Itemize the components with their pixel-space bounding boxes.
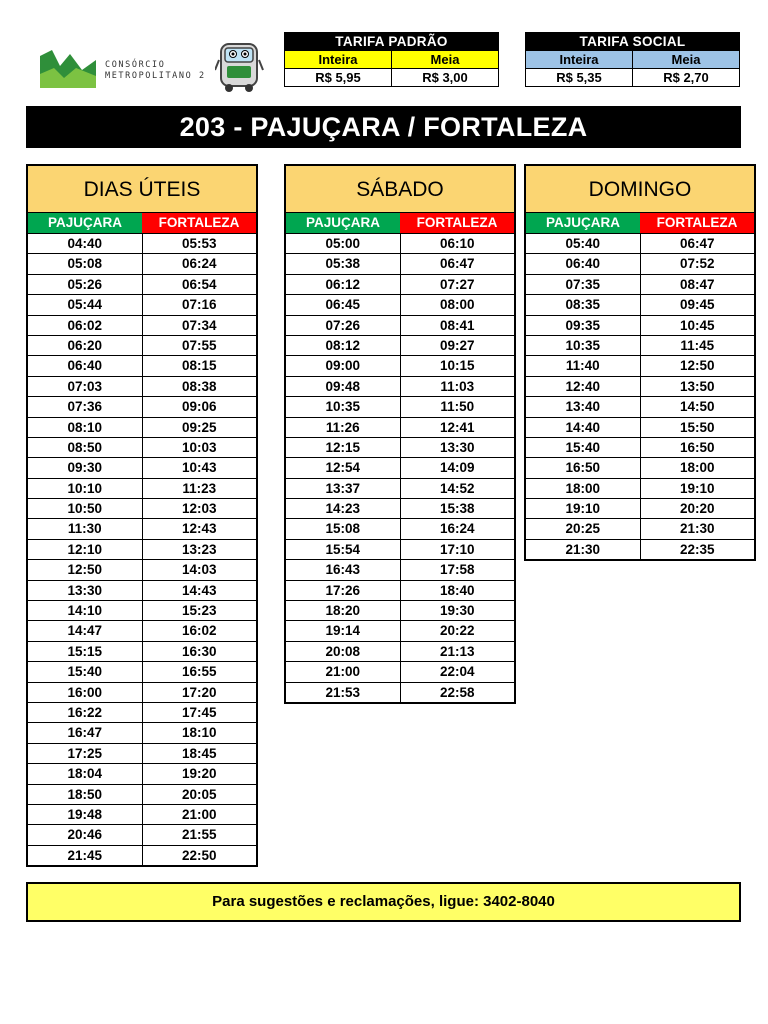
departure-pajucara: 05:08 bbox=[28, 254, 143, 273]
departure-pajucara: 16:43 bbox=[286, 560, 401, 579]
departure-fortaleza: 12:50 bbox=[679, 358, 715, 374]
departure-pajucara: 04:40 bbox=[28, 234, 143, 253]
departure-pajucara: 17:26 bbox=[286, 581, 401, 600]
departure-fortaleza: 14:43 bbox=[181, 582, 217, 598]
departure-pajucara: 16:47 bbox=[28, 723, 143, 742]
table-row bbox=[28, 294, 256, 314]
table-row bbox=[286, 539, 514, 559]
schedule-title: SÁBADO bbox=[286, 166, 514, 213]
departure-fortaleza: 21:55 bbox=[181, 827, 217, 843]
table-row bbox=[28, 682, 256, 702]
departure-fortaleza: 22:04 bbox=[439, 664, 475, 680]
column-pajucara: PAJUÇARA bbox=[526, 213, 640, 233]
departure-fortaleza: 15:23 bbox=[181, 603, 217, 619]
departure-fortaleza: 18:00 bbox=[679, 460, 715, 476]
departure-fortaleza: 20:22 bbox=[439, 623, 475, 639]
hills-logo-icon bbox=[40, 46, 96, 88]
departure-fortaleza: 14:09 bbox=[439, 460, 475, 476]
departure-pajucara: 14:10 bbox=[28, 601, 143, 620]
departure-pajucara: 05:00 bbox=[286, 234, 401, 253]
table-row bbox=[286, 518, 514, 538]
departure-fortaleza: 17:45 bbox=[181, 704, 217, 720]
table-row bbox=[286, 417, 514, 437]
table-row bbox=[286, 315, 514, 335]
table-row bbox=[28, 661, 256, 681]
table-row bbox=[526, 396, 754, 416]
departure-pajucara: 17:25 bbox=[28, 744, 143, 763]
departure-fortaleza: 17:10 bbox=[439, 541, 475, 557]
column-pajucara: PAJUÇARA bbox=[286, 213, 400, 233]
table-row bbox=[526, 498, 754, 518]
departure-pajucara: 12:15 bbox=[286, 438, 401, 457]
departure-pajucara: 12:54 bbox=[286, 458, 401, 477]
bus-mascot-icon bbox=[215, 40, 265, 94]
table-row bbox=[28, 722, 256, 742]
departure-pajucara: 06:12 bbox=[286, 275, 401, 294]
table-row bbox=[28, 437, 256, 457]
departure-fortaleza: 18:45 bbox=[181, 745, 217, 761]
departure-pajucara: 13:40 bbox=[526, 397, 641, 416]
table-row bbox=[526, 478, 754, 498]
departure-fortaleza: 18:40 bbox=[439, 582, 475, 598]
departure-pajucara: 05:40 bbox=[526, 234, 641, 253]
table-row bbox=[28, 824, 256, 844]
schedule-column-headers bbox=[286, 213, 514, 233]
table-row bbox=[286, 355, 514, 375]
departure-fortaleza: 12:41 bbox=[439, 419, 475, 435]
fare-social-col-meia: Meia bbox=[633, 51, 740, 69]
departure-fortaleza: 06:54 bbox=[181, 276, 217, 292]
schedule-rows bbox=[28, 233, 256, 865]
fare-social-inteira-value: R$ 5,35 bbox=[526, 69, 633, 87]
departure-fortaleza: 07:27 bbox=[439, 276, 475, 292]
table-row bbox=[286, 498, 514, 518]
departure-fortaleza: 06:24 bbox=[181, 256, 217, 272]
departure-fortaleza: 07:16 bbox=[181, 297, 217, 313]
table-row bbox=[526, 539, 754, 559]
table-row bbox=[526, 417, 754, 437]
departure-fortaleza: 17:20 bbox=[181, 684, 217, 700]
table-row bbox=[526, 233, 754, 253]
departure-fortaleza: 16:24 bbox=[439, 521, 475, 537]
departure-pajucara: 21:53 bbox=[286, 683, 401, 702]
table-row bbox=[526, 457, 754, 477]
consorcio-logo bbox=[40, 40, 270, 94]
departure-fortaleza: 22:35 bbox=[679, 541, 715, 557]
departure-fortaleza: 16:55 bbox=[181, 664, 217, 680]
departure-fortaleza: 22:50 bbox=[181, 847, 217, 863]
fare-social-meia-value: R$ 2,70 bbox=[633, 69, 740, 87]
table-row bbox=[526, 274, 754, 294]
column-pajucara: PAJUÇARA bbox=[28, 213, 142, 233]
fare-padrao-col-meia: Meia bbox=[392, 51, 499, 69]
table-row bbox=[28, 845, 256, 865]
schedule-title: DIAS ÚTEIS bbox=[28, 166, 256, 213]
route-title: 203 - PAJUÇARA / FORTALEZA bbox=[26, 106, 741, 148]
departure-pajucara: 15:08 bbox=[286, 519, 401, 538]
departure-fortaleza: 20:05 bbox=[181, 786, 217, 802]
table-row bbox=[28, 641, 256, 661]
column-fortaleza: FORTALEZA bbox=[400, 213, 514, 233]
table-row bbox=[286, 661, 514, 681]
table-row bbox=[28, 763, 256, 783]
departure-fortaleza: 19:30 bbox=[439, 603, 475, 619]
departure-pajucara: 05:26 bbox=[28, 275, 143, 294]
departure-pajucara: 06:40 bbox=[28, 356, 143, 375]
departure-pajucara: 19:48 bbox=[28, 805, 143, 824]
departure-pajucara: 20:25 bbox=[526, 519, 641, 538]
departure-pajucara: 13:30 bbox=[28, 581, 143, 600]
fare-table-social bbox=[525, 32, 740, 87]
fare-padrao-inteira-value: R$ 5,95 bbox=[285, 69, 392, 87]
schedule-column-headers bbox=[526, 213, 754, 233]
table-row bbox=[28, 518, 256, 538]
departure-pajucara: 12:10 bbox=[28, 540, 143, 559]
schedule-rows bbox=[526, 233, 754, 559]
departure-fortaleza: 13:30 bbox=[439, 439, 475, 455]
table-row bbox=[28, 253, 256, 273]
table-row bbox=[28, 600, 256, 620]
departure-fortaleza: 10:15 bbox=[439, 358, 475, 374]
departure-pajucara: 08:50 bbox=[28, 438, 143, 457]
departure-pajucara: 14:40 bbox=[526, 418, 641, 437]
departure-pajucara: 18:50 bbox=[28, 785, 143, 804]
departure-pajucara: 19:10 bbox=[526, 499, 641, 518]
departure-fortaleza: 21:13 bbox=[439, 643, 475, 659]
departure-fortaleza: 11:23 bbox=[182, 480, 217, 496]
departure-fortaleza: 14:50 bbox=[679, 399, 715, 415]
departure-fortaleza: 22:58 bbox=[439, 684, 475, 700]
footer-contact: Para sugestões e reclamações, ligue: 3402-8040 bbox=[26, 882, 741, 922]
fare-padrao-meia-value: R$ 3,00 bbox=[392, 69, 499, 87]
departure-fortaleza: 10:45 bbox=[679, 317, 715, 333]
departure-pajucara: 10:35 bbox=[526, 336, 641, 355]
departure-pajucara: 10:35 bbox=[286, 397, 401, 416]
table-row bbox=[526, 518, 754, 538]
logo-text bbox=[105, 60, 206, 82]
departure-pajucara: 15:54 bbox=[286, 540, 401, 559]
table-row bbox=[28, 559, 256, 579]
table-row bbox=[526, 294, 754, 314]
departure-pajucara: 07:35 bbox=[526, 275, 641, 294]
table-row bbox=[28, 743, 256, 763]
departure-pajucara: 19:14 bbox=[286, 621, 401, 640]
departure-fortaleza: 10:43 bbox=[181, 460, 217, 476]
departure-fortaleza: 12:03 bbox=[181, 501, 217, 517]
table-row bbox=[286, 396, 514, 416]
departure-pajucara: 14:23 bbox=[286, 499, 401, 518]
schedule-title: DOMINGO bbox=[526, 166, 754, 213]
departure-fortaleza: 09:45 bbox=[679, 297, 715, 313]
departure-pajucara: 10:10 bbox=[28, 479, 143, 498]
departure-pajucara: 11:40 bbox=[526, 356, 641, 375]
fare-padrao-title: TARIFA PADRÃO bbox=[285, 33, 499, 51]
departure-pajucara: 15:40 bbox=[28, 662, 143, 681]
table-row bbox=[526, 315, 754, 335]
table-row bbox=[28, 376, 256, 396]
fare-padrao-col-inteira: Inteira bbox=[285, 51, 392, 69]
departure-pajucara: 09:30 bbox=[28, 458, 143, 477]
departure-fortaleza: 17:58 bbox=[439, 562, 475, 578]
departure-fortaleza: 13:23 bbox=[181, 541, 217, 557]
table-row bbox=[286, 457, 514, 477]
table-row bbox=[526, 253, 754, 273]
table-row bbox=[286, 274, 514, 294]
logo-line-1: CONSÓRCIO bbox=[105, 60, 166, 70]
table-row bbox=[28, 417, 256, 437]
fare-table-padrao bbox=[284, 32, 499, 87]
table-row bbox=[286, 233, 514, 253]
schedule-sabado bbox=[284, 164, 516, 704]
table-row bbox=[28, 457, 256, 477]
table-row bbox=[286, 682, 514, 702]
departure-pajucara: 18:04 bbox=[28, 764, 143, 783]
departure-pajucara: 15:40 bbox=[526, 438, 641, 457]
table-row bbox=[286, 559, 514, 579]
table-row bbox=[28, 784, 256, 804]
departure-pajucara: 10:50 bbox=[28, 499, 143, 518]
departure-pajucara: 13:37 bbox=[286, 479, 401, 498]
table-row bbox=[286, 641, 514, 661]
table-row bbox=[286, 478, 514, 498]
logo-line-2: METROPOLITANO 2 bbox=[105, 71, 206, 81]
table-row bbox=[28, 620, 256, 640]
departure-fortaleza: 11:45 bbox=[680, 337, 715, 353]
table-row bbox=[28, 355, 256, 375]
departure-fortaleza: 08:00 bbox=[439, 297, 475, 313]
departure-pajucara: 09:35 bbox=[526, 316, 641, 335]
schedule-rows bbox=[286, 233, 514, 702]
table-row bbox=[526, 376, 754, 396]
departure-fortaleza: 06:47 bbox=[439, 256, 475, 272]
departure-pajucara: 07:26 bbox=[286, 316, 401, 335]
departure-fortaleza: 19:20 bbox=[181, 766, 217, 782]
departure-pajucara: 20:08 bbox=[286, 642, 401, 661]
table-row bbox=[28, 274, 256, 294]
departure-fortaleza: 09:25 bbox=[181, 419, 217, 435]
departure-pajucara: 21:30 bbox=[526, 540, 641, 559]
departure-pajucara: 11:26 bbox=[286, 418, 401, 437]
departure-fortaleza: 21:00 bbox=[181, 806, 217, 822]
departure-fortaleza: 08:15 bbox=[181, 358, 217, 374]
departure-pajucara: 21:45 bbox=[28, 846, 143, 865]
departure-pajucara: 08:12 bbox=[286, 336, 401, 355]
departure-pajucara: 05:38 bbox=[286, 254, 401, 273]
departure-fortaleza: 15:50 bbox=[679, 419, 715, 435]
departure-fortaleza: 05:53 bbox=[181, 236, 217, 251]
departure-fortaleza: 06:47 bbox=[679, 236, 715, 251]
departure-fortaleza: 13:50 bbox=[679, 378, 715, 394]
table-row bbox=[28, 804, 256, 824]
table-row bbox=[526, 437, 754, 457]
departure-fortaleza: 08:41 bbox=[439, 317, 475, 333]
departure-fortaleza: 09:06 bbox=[181, 399, 217, 415]
departure-pajucara: 11:30 bbox=[28, 519, 143, 538]
table-row bbox=[28, 233, 256, 253]
departure-fortaleza: 19:10 bbox=[679, 480, 715, 496]
departure-pajucara: 05:44 bbox=[28, 295, 143, 314]
table-row bbox=[28, 580, 256, 600]
table-row bbox=[28, 478, 256, 498]
table-row bbox=[286, 437, 514, 457]
departure-fortaleza: 15:38 bbox=[439, 501, 475, 517]
departure-fortaleza: 07:55 bbox=[181, 337, 217, 353]
table-row bbox=[286, 294, 514, 314]
departure-fortaleza: 08:38 bbox=[181, 378, 217, 394]
table-row bbox=[286, 580, 514, 600]
departure-pajucara: 06:40 bbox=[526, 254, 641, 273]
schedule-domingo bbox=[524, 164, 756, 561]
departure-fortaleza: 11:50 bbox=[440, 399, 475, 415]
column-fortaleza: FORTALEZA bbox=[640, 213, 754, 233]
schedule-dias-uteis bbox=[26, 164, 258, 867]
departure-pajucara: 20:46 bbox=[28, 825, 143, 844]
departure-fortaleza: 16:50 bbox=[679, 439, 715, 455]
departure-pajucara: 06:45 bbox=[286, 295, 401, 314]
departure-fortaleza: 20:20 bbox=[679, 501, 715, 517]
departure-pajucara: 16:00 bbox=[28, 683, 143, 702]
departure-fortaleza: 11:03 bbox=[440, 378, 475, 394]
departure-fortaleza: 12:43 bbox=[181, 521, 217, 537]
departure-fortaleza: 09:27 bbox=[439, 337, 475, 353]
table-row bbox=[286, 335, 514, 355]
table-row bbox=[526, 335, 754, 355]
departure-fortaleza: 14:03 bbox=[181, 562, 217, 578]
table-row bbox=[28, 335, 256, 355]
departure-pajucara: 06:02 bbox=[28, 316, 143, 335]
table-row bbox=[526, 355, 754, 375]
departure-fortaleza: 16:30 bbox=[181, 643, 217, 659]
table-row bbox=[28, 702, 256, 722]
departure-fortaleza: 07:52 bbox=[679, 256, 715, 272]
table-row bbox=[286, 600, 514, 620]
departure-pajucara: 08:10 bbox=[28, 418, 143, 437]
column-fortaleza: FORTALEZA bbox=[142, 213, 256, 233]
table-row bbox=[286, 253, 514, 273]
departure-pajucara: 16:50 bbox=[526, 458, 641, 477]
departure-fortaleza: 07:34 bbox=[181, 317, 217, 333]
departure-fortaleza: 18:10 bbox=[181, 725, 217, 741]
departure-fortaleza: 14:52 bbox=[439, 480, 475, 496]
table-row bbox=[28, 539, 256, 559]
departure-pajucara: 12:50 bbox=[28, 560, 143, 579]
departure-pajucara: 14:47 bbox=[28, 621, 143, 640]
table-row bbox=[28, 315, 256, 335]
departure-fortaleza: 06:10 bbox=[439, 236, 475, 251]
table-row bbox=[286, 620, 514, 640]
table-row bbox=[28, 396, 256, 416]
departure-pajucara: 06:20 bbox=[28, 336, 143, 355]
departure-pajucara: 08:35 bbox=[526, 295, 641, 314]
departure-pajucara: 09:00 bbox=[286, 356, 401, 375]
departure-pajucara: 18:00 bbox=[526, 479, 641, 498]
departure-pajucara: 21:00 bbox=[286, 662, 401, 681]
departure-fortaleza: 10:03 bbox=[181, 439, 217, 455]
departure-fortaleza: 21:30 bbox=[679, 521, 715, 537]
departure-fortaleza: 08:47 bbox=[679, 276, 715, 292]
departure-pajucara: 12:40 bbox=[526, 377, 641, 396]
table-row bbox=[28, 498, 256, 518]
departure-pajucara: 18:20 bbox=[286, 601, 401, 620]
fare-social-title: TARIFA SOCIAL bbox=[526, 33, 740, 51]
departure-pajucara: 07:03 bbox=[28, 377, 143, 396]
fare-social-col-inteira: Inteira bbox=[526, 51, 633, 69]
departure-pajucara: 07:36 bbox=[28, 397, 143, 416]
departure-fortaleza: 16:02 bbox=[181, 623, 217, 639]
departure-pajucara: 16:22 bbox=[28, 703, 143, 722]
table-row bbox=[286, 376, 514, 396]
schedule-column-headers bbox=[28, 213, 256, 233]
departure-pajucara: 15:15 bbox=[28, 642, 143, 661]
departure-pajucara: 09:48 bbox=[286, 377, 401, 396]
